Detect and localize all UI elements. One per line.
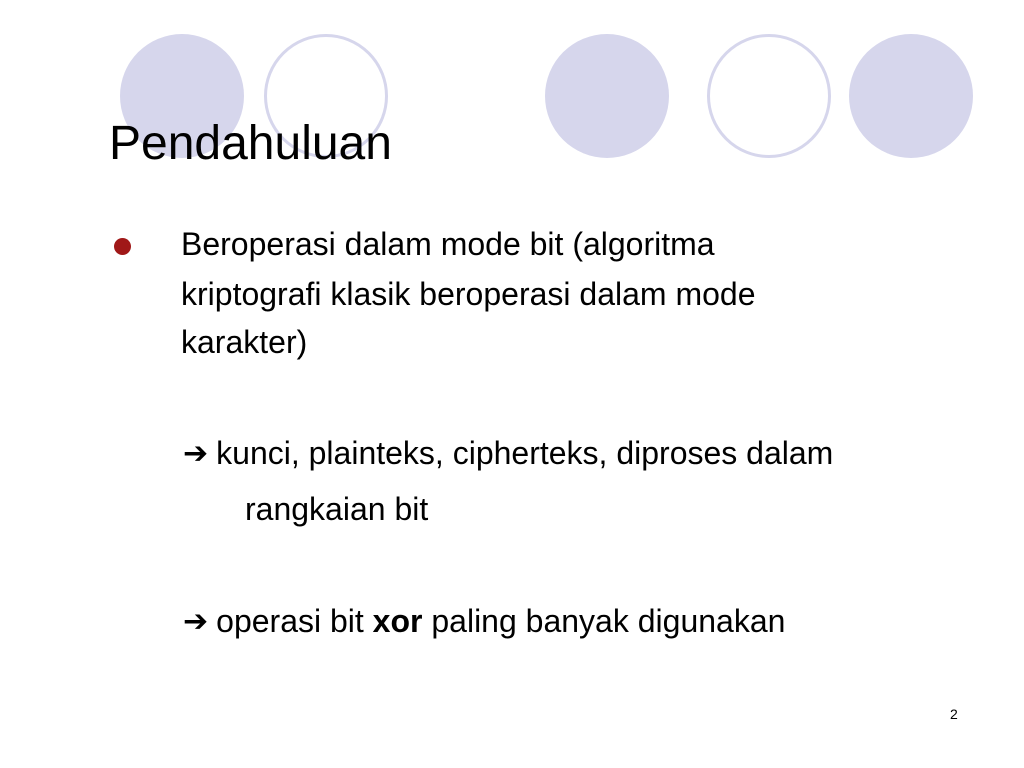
note-2-line — [183, 601, 785, 643]
right-arrow-icon: ➔ — [183, 605, 209, 638]
bullet-text-line-2: kriptografi klasik beroperasi dalam mode — [181, 276, 756, 312]
decorative-circle-outline-2 — [707, 34, 831, 158]
bullet-text-line-1: Beroperasi dalam mode bit (algoritma — [181, 226, 715, 262]
page-number: 2 — [950, 706, 958, 722]
note-2-text-after: paling banyak digunakan — [422, 603, 786, 639]
bullet-dot-icon — [114, 238, 131, 255]
decorative-circle-filled-2 — [545, 34, 669, 158]
decorative-circle-filled-3 — [849, 34, 973, 158]
right-arrow-icon: ➔ — [183, 437, 209, 470]
bullet-text-line-3: karakter) — [181, 324, 308, 360]
note-1-line-2: rangkaian bit — [245, 491, 429, 527]
note-2-keyword: xor — [372, 603, 423, 639]
note-1-line-1 — [183, 433, 833, 475]
note-2-text-before: operasi bit — [216, 603, 373, 639]
note-1-text: kunci, plainteks, cipherteks, diproses dalam — [216, 435, 834, 471]
slide-title: Pendahuluan — [109, 117, 392, 170]
